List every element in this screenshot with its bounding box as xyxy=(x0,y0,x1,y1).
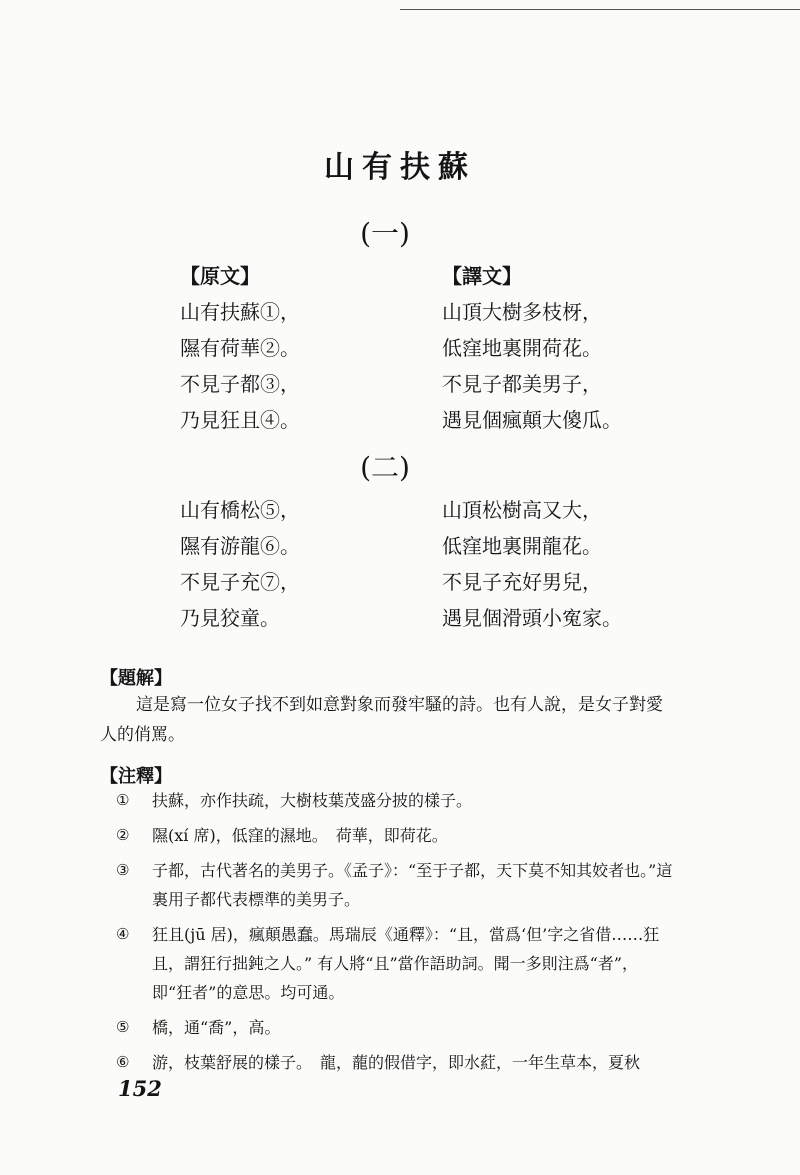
original-header: 【原文】 xyxy=(180,264,260,288)
original-line: 不見子都③， xyxy=(180,372,300,396)
translation-header: 【譯文】 xyxy=(442,264,522,288)
note-number: ⑥ xyxy=(116,1053,130,1071)
original-line: 乃見狂且④。 xyxy=(180,408,300,432)
note-item xyxy=(116,786,676,815)
note-number: ③ xyxy=(116,861,130,879)
note-item xyxy=(116,1048,676,1077)
translation-line: 山頂大樹多枝枒， xyxy=(442,300,602,324)
section-mark-2: (二) xyxy=(360,451,410,484)
zhushi-header: 【注釋】 xyxy=(100,766,172,787)
top-rule xyxy=(400,9,800,10)
poem-title: 山有扶蘇 xyxy=(324,150,476,185)
original-line: 隰有荷華②。 xyxy=(180,336,300,360)
notes-list xyxy=(116,786,676,1083)
original-line: 山有扶蘇①， xyxy=(180,300,300,324)
translation-line: 低窪地裏開龍花。 xyxy=(442,534,602,558)
original-column-1 xyxy=(180,258,300,438)
note-text: 扶蘇，亦作扶疏，大樹枝葉茂盛分披的樣子。 xyxy=(152,791,473,810)
note-text: 游，枝葉舒展的樣子。 龍，蘢的假借字，即水葒，一年生草本，夏秋 xyxy=(152,1053,641,1072)
note-text: 子都，古代著名的美男子。《孟子》：“至于子都，天下莫不知其姣者也。”這裏用子都代表標準的美男子。 xyxy=(152,861,673,909)
note-text: 橋，通“喬”，高。 xyxy=(152,1018,281,1037)
original-line: 不見子充⑦， xyxy=(180,570,300,594)
note-text: 狂且(jū 居)，瘋顛愚蠢。馬瑞辰《通釋》：“且，當爲‘但’字之省借……狂且，謂狂行拙鈍之人。” 有人將“且”當作語助詞。聞一多則注爲“者”，即“狂者”的意思。均可通。 xyxy=(152,925,660,1002)
original-column-2 xyxy=(180,492,300,636)
note-text: 隰(xí 席)，低窪的濕地。 荷華，即荷花。 xyxy=(152,826,448,845)
translation-line: 低窪地裏開荷花。 xyxy=(442,336,602,360)
translation-line: 不見子都美男子， xyxy=(442,372,602,396)
original-line: 山有橋松⑤， xyxy=(180,498,300,522)
note-number: ⑤ xyxy=(116,1018,130,1036)
note-number: ① xyxy=(116,791,130,809)
note-item xyxy=(116,1013,676,1042)
note-item xyxy=(116,821,676,850)
translation-line: 不見子充好男兒， xyxy=(442,570,602,594)
translation-column-2 xyxy=(442,492,622,636)
translation-line: 遇見個瘋顛大傻瓜。 xyxy=(442,408,622,432)
note-number: ② xyxy=(116,826,130,844)
translation-line: 遇見個滑頭小寃家。 xyxy=(442,606,622,630)
page-number: 152 xyxy=(118,1076,162,1101)
note-number: ④ xyxy=(116,925,130,943)
note-item xyxy=(116,920,676,1007)
original-line: 隰有游龍⑥。 xyxy=(180,534,300,558)
translation-column-1 xyxy=(442,258,622,438)
tijie-header: 【題解】 xyxy=(100,668,172,689)
section-mark-1: (一) xyxy=(360,217,410,250)
translation-line: 山頂松樹高又大， xyxy=(442,498,602,522)
note-item xyxy=(116,856,676,914)
original-line: 乃見狡童。 xyxy=(180,606,280,630)
tijie-text: 這是寫一位女子找不到如意對象而發牢騷的詩。也有人說，是女子對愛人的俏罵。 xyxy=(100,695,663,745)
